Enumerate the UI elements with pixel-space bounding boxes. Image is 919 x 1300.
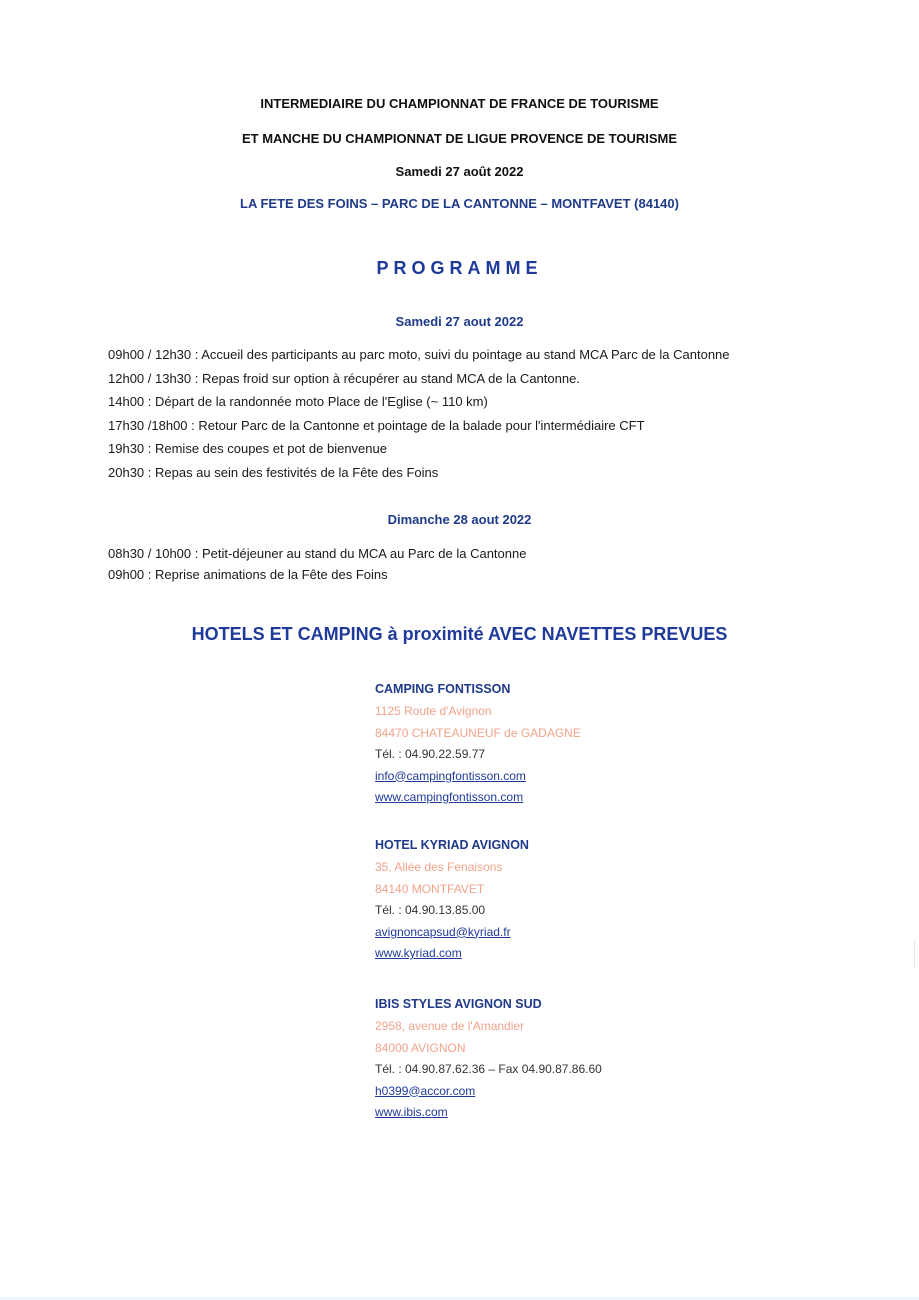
header-date: Samedi 27 août 2022	[395, 164, 524, 179]
venue-website-link[interactable]: www.kyriad.com	[375, 946, 462, 960]
venue-address-line2: 84000 AVIGNON	[375, 1040, 466, 1055]
venue-address-line2: 84140 MONTFAVET	[375, 881, 485, 896]
header-location: LA FETE DES FOINS – PARC DE LA CANTONNE – MONTFAVET (84140)	[240, 196, 679, 211]
venue-address-line2: 84470 CHATEAUNEUF de GADAGNE	[375, 725, 581, 740]
schedule-item: 19h30 : Remise des coupes et pot de bienvenue	[108, 441, 387, 457]
schedule-item: 08h30 / 10h00 : Petit-déjeuner au stand du MCA au Parc de la Cantonne	[108, 546, 527, 561]
schedule-item: 14h00 : Départ de la randonnée moto Place de l'Eglise (~ 110 km)	[108, 394, 488, 410]
venue-ibis-styles	[375, 992, 602, 1124]
schedule-item: 09h00 / 12h30 : Accueil des participants au parc moto, suivi du pointage au stand MCA Parc de la Cantonne	[108, 347, 730, 362]
venue-website-link[interactable]: www.ibis.com	[375, 1105, 448, 1119]
saturday-schedule	[108, 343, 730, 485]
scan-artifact	[914, 940, 915, 968]
venue-phone: Tél. : 04.90.22.59.77	[375, 747, 486, 761]
venue-address-line1: 2958, avenue de l'Amandier	[375, 1019, 525, 1033]
schedule-item: 09h00 : Reprise animations de la Fête des Foins	[108, 567, 388, 582]
venue-phone: Tél. : 04.90.87.62.36 – Fax 04.90.87.86.60	[375, 1062, 602, 1076]
schedule-item: 20h30 : Repas au sein des festivités de la Fête des Foins	[108, 464, 439, 480]
schedule-item: 17h30 /18h00 : Retour Parc de la Cantonne et pointage de la balade pour l'intermédiaire CFT	[108, 417, 645, 433]
header-title-line1: INTERMEDIAIRE DU CHAMPIONNAT DE FRANCE DE TOURISME	[260, 96, 659, 111]
venue-address-line1: 1125 Route d'Avignon	[375, 704, 492, 718]
venue-email-link[interactable]: avignoncapsud@kyriad.fr	[375, 924, 511, 939]
venue-name: IBIS STYLES AVIGNON SUD	[375, 997, 542, 1011]
venue-website-link[interactable]: www.campingfontisson.com	[375, 790, 524, 804]
venue-camping-fontisson	[375, 677, 581, 809]
venue-address-line1: 35, Allée des Fenaisons	[375, 860, 503, 874]
venue-email-link[interactable]: h0399@accor.com	[375, 1083, 476, 1098]
programme-title: PROGRAMME	[376, 258, 543, 278]
venue-phone: Tél. : 04.90.13.85.00	[375, 903, 486, 917]
sunday-title: Dimanche 28 aout 2022	[387, 512, 532, 527]
schedule-item: 12h00 / 13h30 : Repas froid sur option à récupérer au stand MCA de la Cantonne.	[108, 370, 580, 386]
header-title-line2: ET MANCHE DU CHAMPIONNAT DE LIGUE PROVENCE DE TOURISME	[241, 131, 678, 146]
saturday-title: Samedi 27 aout 2022	[395, 314, 524, 329]
venue-name: HOTEL KYRIAD AVIGNON	[375, 838, 529, 852]
venue-email-link[interactable]: info@campingfontisson.com	[375, 768, 526, 783]
venue-name: CAMPING FONTISSON	[375, 682, 511, 696]
venue-hotel-kyriad	[375, 833, 529, 965]
hotels-title: HOTELS ET CAMPING à proximité AVEC NAVETTES PREVUES	[191, 624, 728, 644]
sunday-schedule	[108, 543, 526, 585]
